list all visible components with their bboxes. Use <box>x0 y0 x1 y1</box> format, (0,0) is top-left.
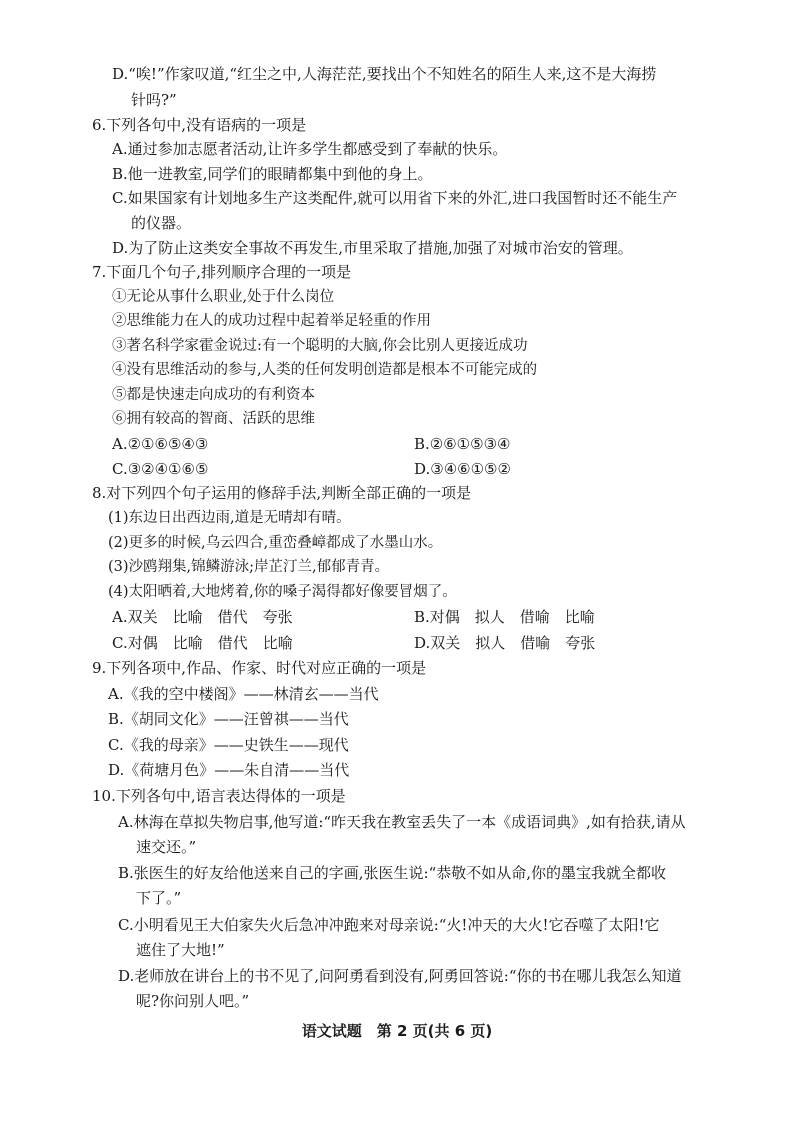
q8-sentence-3: (3)沙鸥翔集,锦鳞游泳;岸芷汀兰,郁郁青青。 <box>108 559 390 575</box>
q7-sentence-1: ①无论从事什么职业,处于什么岗位 <box>112 289 335 305</box>
q10-option-c-line1: C.小明看见王大伯家失火后急冲冲跑来对母亲说:“火!冲天的大火!它吞噬了太阳!它 <box>118 916 660 934</box>
q9-option-c: C.《我的母亲》——史铁生——现代 <box>108 736 349 754</box>
q10-option-a-line1: A.林海在草拟失物启事,他写道:“昨天我在教室丢失了一本《成语词典》,如有拾获,请从 <box>118 813 686 831</box>
q10-option-d-line1: D.老师放在讲台上的书不见了,问阿勇看到没有,阿勇回答说:“你的书在哪儿我怎么知道 <box>118 967 682 985</box>
q7-stem: 7.下面几个句子,排列顺序合理的一项是 <box>92 263 352 281</box>
q9-stem: 9.下列各项中,作品、作家、时代对应正确的一项是 <box>92 659 427 677</box>
q10-option-b-line2: 下了。” <box>136 889 182 907</box>
q8-option-b: B.对偶 拟人 借喻 比喻 <box>414 608 595 626</box>
q6-option-c-line1: C.如果国家有计划地多生产这类配件,就可以用省下来的外汇,进口我国暂时还不能生产 <box>112 189 678 207</box>
q7-sentence-2: ②思维能力在人的成功过程中起着举足轻重的作用 <box>112 313 431 329</box>
q7-option-d: D.③④⑥①⑤② <box>414 460 511 478</box>
q8-stem: 8.对下列四个句子运用的修辞手法,判断全部正确的一项是 <box>92 484 472 502</box>
q6-option-c-line2: 的仪器。 <box>131 214 192 232</box>
q6-stem: 6.下列各句中,没有语病的一项是 <box>92 116 307 134</box>
q6-option-b: B.他一进教室,同学们的眼睛都集中到他的身上。 <box>112 165 433 183</box>
q10-stem: 10.下列各句中,语言表达得体的一项是 <box>92 787 346 805</box>
q7-sentence-5: ⑤都是快速走向成功的有利资本 <box>112 387 315 403</box>
q5-option-d-line1: D.“唉!”作家叹道,“红尘之中,人海茫茫,要找出个不知姓名的陌生人来,这不是大海捞 <box>112 65 657 83</box>
q5-option-d-line2: 针吗?” <box>131 91 177 109</box>
q7-option-c: C.③②④①⑥⑤ <box>112 460 209 478</box>
q9-option-d: D.《荷塘月色》——朱自清——当代 <box>108 761 350 779</box>
page-footer: 语文试题 第 2 页(共 6 页) <box>301 1022 493 1040</box>
q7-option-a: A.②①⑥⑤④③ <box>112 435 209 453</box>
q8-option-c: C.对偶 比喻 借代 比喻 <box>112 634 293 652</box>
q10-option-a-line2: 速交还。” <box>136 838 197 856</box>
q9-option-a: A.《我的空中楼阁》——林清玄——当代 <box>108 685 379 703</box>
q7-sentence-3: ③著名科学家霍金说过:有一个聪明的大脑,你会比别人更接近成功 <box>112 338 528 354</box>
q6-option-a: A.通过参加志愿者活动,让许多学生都感受到了奉献的快乐。 <box>112 140 508 158</box>
q9-option-b: B.《胡同文化》——汪曾祺——当代 <box>108 710 349 728</box>
q8-option-a: A.双关 比喻 借代 夸张 <box>112 608 293 626</box>
q7-option-b: B.②⑥①⑤③④ <box>414 435 511 453</box>
q8-sentence-2: (2)更多的时候,乌云四合,重峦叠嶂都成了水墨山水。 <box>108 535 443 551</box>
q10-option-d-line2: 呢?你问别人吧。” <box>136 992 250 1010</box>
q10-option-b-line1: B.张医生的好友给他送来自己的字画,张医生说:“恭敬不如从命,你的墨宝我就全都收 <box>118 864 667 882</box>
q7-sentence-6: ⑥拥有较高的智商、活跃的思维 <box>112 411 315 427</box>
q10-option-c-line2: 遮住了大地!” <box>136 941 225 959</box>
q8-option-d: D.双关 拟人 借喻 夸张 <box>414 634 596 652</box>
q8-sentence-4: (4)太阳晒着,大地烤着,你的嗓子渴得都好像要冒烟了。 <box>108 584 457 600</box>
q7-sentence-4: ④没有思维活动的参与,人类的任何发明创造都是根本不可能完成的 <box>112 362 538 378</box>
q8-sentence-1: (1)东边日出西边雨,道是无晴却有晴。 <box>108 510 351 526</box>
q6-option-d: D.为了防止这类安全事故不再发生,市里采取了措施,加强了对城市治安的管理。 <box>112 239 633 257</box>
